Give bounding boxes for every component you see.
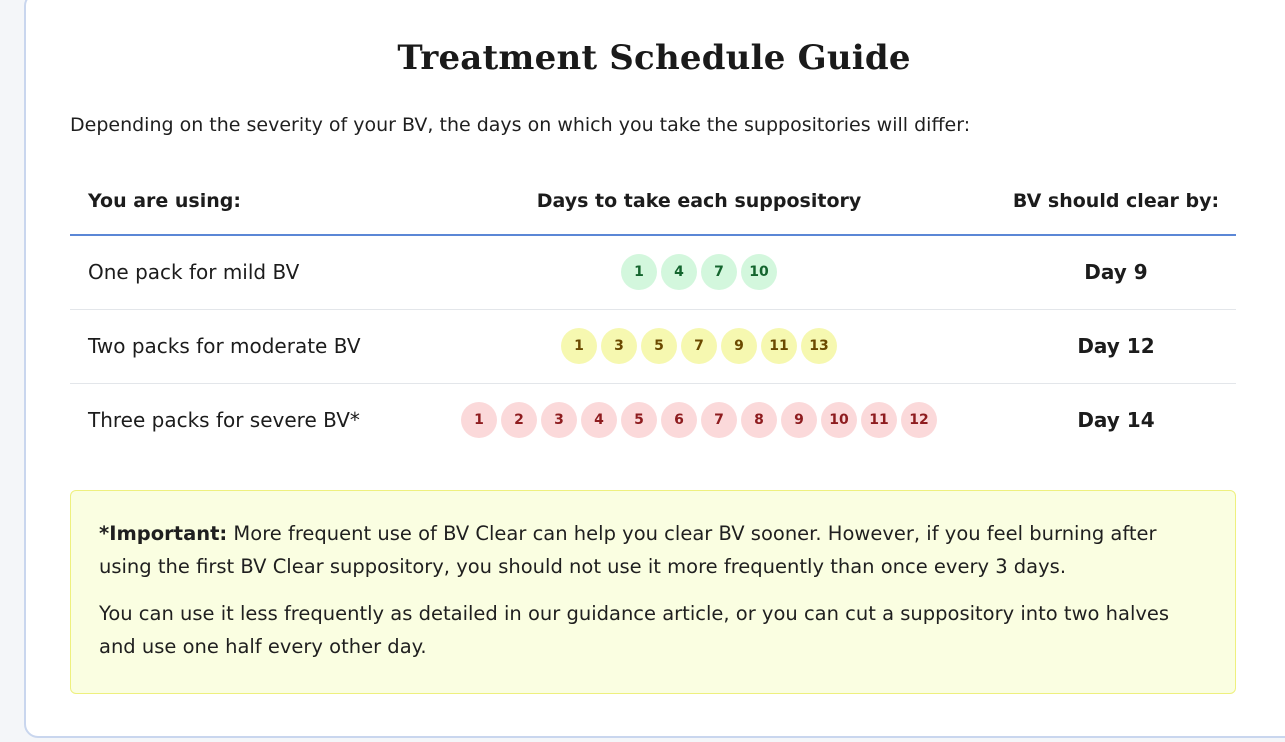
day-dot: 1: [461, 402, 497, 438]
intro-text: Depending on the severity of your BV, the days on which you take the suppositories will differ:: [70, 114, 971, 136]
day-dot: 1: [621, 254, 657, 290]
important-notice: [70, 490, 1236, 694]
clear-by-value: Day 14: [1077, 408, 1155, 432]
header-days: Days to take each suppository: [536, 190, 862, 212]
table-row-mild: [70, 236, 1236, 310]
day-dot: 1: [561, 328, 597, 364]
day-dot: 13: [801, 328, 837, 364]
row-label: Two packs for moderate BV: [88, 334, 361, 358]
schedule-table: [70, 168, 1236, 457]
important-label: *Important:: [99, 522, 228, 545]
day-dot: 5: [621, 402, 657, 438]
day-dot: 4: [581, 402, 617, 438]
day-dot: 9: [781, 402, 817, 438]
day-dot: 8: [741, 402, 777, 438]
day-dot: 12: [901, 402, 937, 438]
header-clear-by: BV should clear by:: [1012, 190, 1220, 212]
day-dot: 4: [661, 254, 697, 290]
clear-by-value: Day 12: [1077, 334, 1155, 358]
day-dot: 5: [641, 328, 677, 364]
row-label: Three packs for severe BV*: [88, 408, 360, 432]
day-dot: 3: [541, 402, 577, 438]
day-dot: 11: [861, 402, 897, 438]
day-dot: 7: [701, 254, 737, 290]
day-dot: 7: [701, 402, 737, 438]
day-dot: 6: [661, 402, 697, 438]
day-dot: 2: [501, 402, 537, 438]
important-text: More frequent use of BV Clear can help you clear BV sooner. However, if you feel burning after using the first BV Clear suppository, you should not use it more frequently than once every 3 days.: [99, 522, 1157, 578]
day-dot: 11: [761, 328, 797, 364]
schedule-card: [24, 0, 1285, 738]
table-header: [70, 168, 1236, 236]
notice-paragraph-1: [99, 517, 1207, 583]
day-dot: 3: [601, 328, 637, 364]
day-dot: 10: [741, 254, 777, 290]
day-dot: 10: [821, 402, 857, 438]
notice-paragraph-2: You can use it less frequently as detailed in our guidance article, or you can cut a suppository into two halves and use one half every other day.: [99, 602, 1170, 658]
clear-by-value: Day 9: [1084, 260, 1148, 284]
day-dot: 7: [681, 328, 717, 364]
header-you-are-using: You are using:: [88, 190, 241, 212]
day-dot: 9: [721, 328, 757, 364]
page-title: Treatment Schedule Guide: [397, 38, 911, 78]
row-label: One pack for mild BV: [88, 260, 300, 284]
table-row-moderate: [70, 310, 1236, 384]
table-row-severe: [70, 384, 1236, 457]
